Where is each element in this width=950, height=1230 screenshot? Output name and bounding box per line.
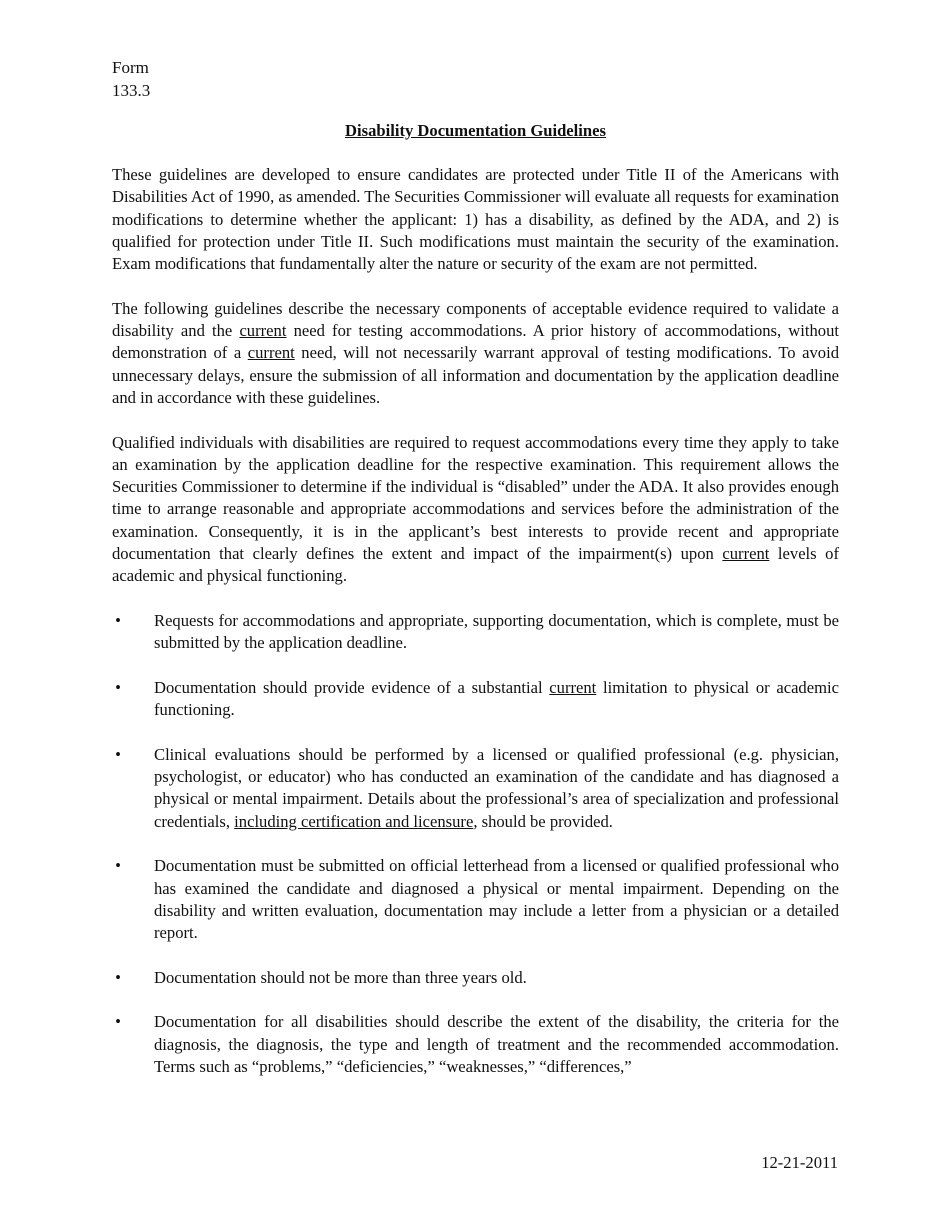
list-item-text-b: , should be provided.: [473, 811, 613, 831]
form-number-label: [112, 56, 150, 102]
paragraph-guidelines-text-a: The following guidelines describe the necessary components of acceptable evidence required to validate a disability and the: [112, 298, 839, 341]
bullet-icon: •: [115, 744, 121, 764]
list-item: [112, 1011, 839, 1078]
bullet-icon: •: [115, 677, 121, 697]
form-number: 133.3: [112, 81, 151, 100]
paragraph-intro: These guidelines are developed to ensure candidates are protected under Title II of the Americans with Disabilities Act of 1990, as amended. The Securities Commissioner will evaluate all requests for examination modifications to determine whether the applicant: 1) has a disability, as defined by the ADA, and 2) is qualified for protection under Title II. Such modifications must maintain the security of the examination. Exam modifications that fundamentally alter the nature or security of the exam are not permitted.: [112, 165, 839, 274]
list-item-text: Documentation must be submitted on official letterhead from a licensed or qualified professional who has examined the candidate and diagnosed a physical or mental impairment. Depending on the disability and written evaluation, documentation may include a letter from a physician or a detailed report.: [154, 856, 839, 943]
underlined-current: current: [247, 343, 295, 363]
requirements-list: [112, 610, 839, 1078]
list-item-text-a: Documentation should provide evidence of a substantial: [154, 677, 550, 697]
list-item-text-a: Clinical evaluations should be performed by a licensed or qualified professional (e.g. physician, psychologist, or educator) who has conducted an examination of the candidate and has diagnosed a physical or mental impairment. Details about the professional’s area of specialization and professional credentials,: [154, 744, 839, 831]
document-title: Disability Documentation Guidelines: [345, 121, 606, 140]
list-item-text: Documentation for all disabilities should describe the extent of the disability, the criteria for the diagnosis, the diagnosis, the type and length of treatment and the recommended accommodation. Terms such as “problems,” “deficiencies,” “weaknesses,” “differences,”: [154, 1012, 839, 1076]
paragraph-qualified-text-b: levels of academic and physical functioning.: [112, 544, 840, 586]
footer-date: 12-21-2011: [761, 1153, 838, 1172]
list-item-text-b: limitation to physical or academic functioning.: [154, 677, 839, 720]
list-item: [112, 744, 839, 833]
list-item-text: [154, 745, 839, 831]
form-word: Form: [112, 58, 149, 77]
paragraph-guidelines: [112, 298, 839, 409]
bullet-icon: •: [115, 856, 121, 876]
paragraph-qualified-text-a: Qualified individuals with disabilities are required to request accommodations every time they apply to take an examination by the application deadline for the respective examination. This requirement allows the Securities Commissioner to determine if the individual is “disabled” under the ADA. It also provides enough time to arrange reasonable and appropriate accommodations and services before the administration of the examination. Consequently, it is in the applicant’s best interests to provide recent and appropriate documentation that clearly defines the extent and impact of the impairment(s) upon: [112, 432, 839, 564]
paragraph-qualified: [112, 432, 839, 588]
list-item: [112, 677, 839, 722]
list-item-text: Requests for accommodations and appropriate, supporting documentation, which is complete, must be submitted by the application deadline.: [154, 610, 839, 653]
bullet-icon: •: [115, 610, 121, 630]
document-body: [112, 164, 839, 1100]
list-item: [112, 610, 839, 655]
bullet-icon: •: [115, 967, 121, 987]
list-item-text: Documentation should not be more than three years old.: [154, 967, 527, 987]
underlined-current: current: [549, 677, 597, 697]
list-item-text: [154, 678, 839, 719]
underlined-current: current: [722, 544, 770, 564]
paragraph-guidelines-text-c: need, will not necessarily warrant approval of testing modifications. To avoid unnecessary delays, ensure the submission of all information and documentation by the application deadline and in accordance with these guidelines.: [112, 343, 839, 407]
bullet-icon: •: [115, 1012, 121, 1032]
list-item: [112, 855, 839, 944]
underlined-certification: including certification and licensure: [234, 811, 474, 831]
underlined-current: current: [239, 321, 287, 341]
paragraph-guidelines-text-b: need for testing accommodations. A prior history of accommodations, without demonstration of a: [112, 321, 839, 363]
list-item: [112, 967, 839, 989]
